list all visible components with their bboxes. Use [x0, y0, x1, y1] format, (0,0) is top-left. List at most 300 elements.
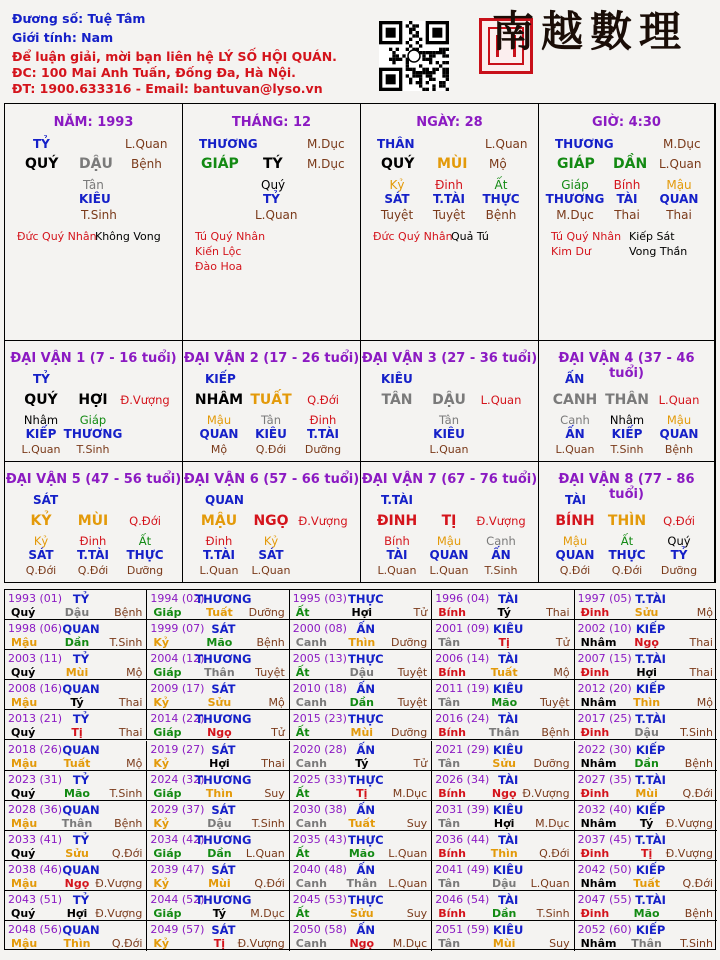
hidden-god: THỰC [608, 548, 646, 562]
hidden-stage: Q.Đới [559, 564, 591, 577]
year-stage: Suy [406, 907, 428, 920]
year-stem: Giáp [153, 786, 182, 800]
dai-van-7 [361, 462, 539, 582]
year-stem: Tân [438, 937, 461, 951]
year-label: 2038 (46) [8, 862, 63, 876]
year-stem: Đinh [580, 786, 610, 800]
year-branch: Hợi [209, 756, 230, 770]
hidden-stage: Q.Đới [255, 443, 287, 456]
stem-branch: TỊ [441, 513, 457, 529]
year-stem: Ất [295, 907, 310, 920]
hidden-stem: Kỷ [33, 534, 49, 548]
hidden-god: T.TÀI [433, 192, 465, 206]
dai-van-title: ĐẠI VẬN 2 (17 - 26 tuổi) [183, 351, 360, 366]
year-cell [147, 650, 289, 680]
year-ten-god: ẤN [356, 622, 376, 637]
year-stage: Thai [118, 726, 143, 740]
year-cell [147, 771, 289, 801]
year-branch: Dần [634, 756, 659, 770]
year-label: 2040 (48) [292, 862, 347, 876]
year-stage: Đ.Vượng [95, 907, 143, 920]
pillar-2 [183, 104, 361, 341]
year-stem: Bính [438, 846, 467, 860]
hidden-stage: T.Sinh [81, 208, 117, 222]
stem-branch: BÍNH [555, 513, 595, 529]
year-stage: Mộ [696, 696, 713, 710]
year-label: 2022 (30) [577, 742, 632, 756]
year-cell [5, 590, 147, 620]
year-label: 2024 (32) [150, 772, 205, 786]
year-branch: Mão [348, 846, 375, 860]
year-ten-god: T.TÀI [635, 832, 666, 847]
year-label: 2045 (53) [292, 893, 347, 906]
stem-branch: HỢI [78, 392, 108, 408]
year-stem: Đinh [580, 907, 610, 920]
year-ten-god: ẤN [356, 923, 376, 938]
year-stage: Q.Đới [682, 876, 713, 890]
hidden-stem: Đinh [435, 178, 463, 192]
hidden-stem: Kỷ [263, 534, 279, 548]
year-cell [147, 741, 289, 771]
year-cell [290, 861, 432, 891]
year-ten-god: THỰC [348, 832, 384, 847]
year-cell [432, 831, 574, 861]
hidden-stem: Nhâm [609, 413, 645, 427]
year-cell [147, 831, 289, 861]
year-branch: Thân [346, 876, 378, 890]
year-label: 2019 (27) [150, 742, 205, 756]
year-cell [575, 801, 717, 831]
star: Đức Quý Nhân [373, 230, 453, 243]
year-label: 2035 (43) [292, 832, 347, 846]
yearly-table [4, 589, 716, 950]
year-cell [5, 620, 147, 650]
hidden-stem: Ất [620, 534, 634, 548]
year-cell [5, 650, 147, 680]
stem-branch: TÂN [381, 392, 413, 408]
year-label: 2030 (38) [292, 802, 347, 816]
year-branch: Tuất [63, 756, 91, 770]
year-stage: Bệnh [114, 606, 143, 619]
year-cell [290, 710, 432, 740]
year-ten-god: TÀI [498, 893, 519, 907]
year-ten-god: KIẾP [635, 682, 666, 697]
year-label: 2005 (13) [292, 652, 347, 666]
hidden-god: TỶ [263, 192, 280, 206]
hidden-god: QUAN [555, 548, 595, 562]
year-label: 2049 (57) [150, 923, 205, 937]
year-ten-god: THƯƠNG [195, 832, 252, 847]
hidden-stage: L.Quan [429, 564, 469, 577]
stem-branch: THÂN [605, 392, 649, 408]
year-stage: Thai [118, 696, 143, 710]
year-branch: Sửu [492, 756, 516, 770]
star: Kiếp Sát [629, 230, 675, 243]
year-branch: Tý [639, 816, 654, 830]
year-label: 2002 (10) [577, 622, 632, 636]
year-ten-god: KIẾP [635, 742, 666, 757]
year-stage: M.Dục [392, 786, 428, 800]
year-stem: Bính [438, 606, 467, 619]
year-cell [5, 891, 147, 921]
hidden-stem: Ất [138, 534, 152, 548]
year-stage: Dưỡng [391, 726, 428, 740]
hidden-stage: L.Quan [21, 443, 61, 456]
star: Kiến Lộc [195, 245, 242, 258]
year-cell [575, 741, 717, 771]
year-ten-god: THƯƠNG [195, 652, 252, 667]
year-ten-god: KIẾP [635, 923, 666, 938]
year-cell [290, 771, 432, 801]
year-ten-god: THỰC [348, 592, 384, 606]
year-stage: Đ.Vượng [237, 937, 285, 951]
hidden-stem: Tân [83, 178, 104, 192]
year-cell [432, 741, 574, 771]
year-cell [147, 861, 289, 891]
year-label: 2026 (34) [435, 772, 490, 786]
hidden-stem: Kỷ [389, 178, 405, 192]
hidden-god: KIẾP [25, 427, 57, 441]
year-stem: Ất [295, 606, 310, 619]
gender: Giới tính: Nam [12, 30, 114, 45]
year-cell [575, 650, 717, 680]
ten-god: KIẾP [205, 372, 236, 386]
year-stage: Tuyệt [255, 666, 285, 680]
year-cell [575, 710, 717, 740]
hidden-god: T.TÀI [77, 548, 109, 562]
hidden-stage: L.Quan [555, 443, 595, 456]
stem-branch: Q.Đới [129, 514, 161, 528]
hidden-god: QUAN [199, 427, 239, 441]
year-label: 2011 (19) [435, 682, 490, 696]
year-label: 2029 (37) [150, 802, 205, 816]
year-stem: Mậu [11, 937, 38, 951]
year-ten-god: QUAN [62, 923, 100, 938]
star: Tú Quý Nhân [195, 230, 266, 243]
year-ten-god: QUAN [62, 622, 100, 637]
hidden-stem: Ất [494, 178, 508, 192]
year-stage: Q.Đới [682, 786, 713, 800]
pillar-3 [361, 104, 539, 341]
hidden-stage: Thai [666, 208, 692, 222]
year-stem: Giáp [153, 666, 182, 680]
hidden-stem: Canh [486, 534, 516, 548]
year-label: 2006 (14) [435, 652, 490, 666]
year-stage: Suy [406, 816, 428, 830]
year-cell [290, 801, 432, 831]
year-stage: Mộ [696, 606, 713, 619]
year-stage: T.Sinh [680, 937, 713, 951]
hidden-god: THƯƠNG [545, 192, 605, 206]
stem-branch: QUÝ [24, 392, 58, 408]
year-stage: T.Sinh [109, 636, 143, 650]
dai-van-4 [539, 341, 715, 462]
year-stage: M.Dục [535, 816, 570, 830]
year-ten-god: ẤN [356, 682, 376, 697]
year-branch: Tị [640, 846, 653, 860]
stem-branch: L.Quan [658, 393, 700, 407]
year-stem: Kỷ [153, 696, 170, 710]
year-ten-god: SÁT [211, 742, 236, 757]
hidden-stem: Đinh [79, 534, 107, 548]
year-ten-god: KIẾP [635, 862, 666, 877]
year-stem: Tân [438, 876, 461, 890]
hidden-stage: Q.Đới [611, 564, 643, 577]
year-stem: Quý [11, 786, 36, 800]
year-stem: Quý [11, 846, 36, 860]
year-stage: Q.Đới [111, 937, 143, 951]
hidden-stem: Giáp [79, 413, 107, 427]
year-branch: Mão [64, 786, 90, 800]
qr-code-icon [379, 21, 449, 91]
year-cell [290, 590, 432, 620]
year-stage: Bệnh [684, 907, 713, 920]
year-branch: Dậu [491, 876, 517, 890]
year-label: 2017 (25) [577, 712, 632, 726]
year-ten-god: THỰC [348, 652, 384, 667]
year-stage: Tuyệt [397, 696, 428, 710]
pillar-title: NĂM: 1993 [53, 115, 134, 130]
year-ten-god: THỰC [348, 712, 384, 727]
year-label: 2020 (28) [292, 742, 347, 756]
year-branch: Mùi [492, 937, 516, 951]
year-ten-god: TỶ [72, 592, 90, 606]
year-cell [5, 861, 147, 891]
star: Vong Thần [629, 245, 688, 258]
year-branch: Sửu [65, 846, 89, 860]
year-branch: Ngọ [634, 636, 659, 650]
hidden-god: TÀI [386, 548, 408, 562]
stem-branch: Q.Đới [307, 393, 339, 407]
year-stage: Tuyệt [397, 666, 428, 680]
hidden-stage: L.Quan [255, 208, 298, 222]
year-branch: Ngọ [349, 937, 375, 951]
hidden-stem: Mậu [666, 413, 692, 427]
hidden-stage: T.Sinh [76, 443, 110, 456]
hidden-stage: Q.Đới [77, 564, 109, 577]
year-label: 2041 (49) [435, 862, 490, 876]
year-branch: Thìn [490, 846, 518, 860]
hidden-god: TÀI [616, 192, 638, 206]
year-branch: Dậu [349, 666, 374, 680]
stem-branch: Q.Đới [663, 514, 695, 528]
year-stem: Mậu [11, 696, 38, 710]
stem-branch: Đ.Vượng [476, 514, 526, 528]
year-branch: Dậu [207, 816, 232, 830]
year-stem: Kỷ [153, 937, 170, 951]
year-stage: Thai [689, 666, 713, 680]
year-branch: Dậu [64, 606, 90, 619]
year-ten-god: TỶ [72, 712, 90, 727]
stem-branch: MẬU [200, 513, 238, 529]
year-stem: Kỷ [153, 816, 170, 830]
year-ten-god: T.TÀI [635, 592, 666, 606]
year-stage: Đ.Vượng [522, 786, 570, 800]
year-stage: L.Quan [388, 876, 428, 890]
stem: GIÁP [557, 156, 595, 172]
stem-branch: NHÂM [194, 392, 244, 408]
year-label: 2023 (31) [8, 772, 63, 786]
year-branch: Mão [206, 636, 233, 650]
year-cell [290, 620, 432, 650]
year-cell [575, 861, 717, 891]
hidden-stage: Bệnh [664, 443, 694, 456]
hidden-stage: Dưỡng [304, 443, 342, 456]
year-label: 2015 (23) [292, 712, 347, 726]
year-ten-god: KIẾP [635, 802, 666, 817]
hidden-stem: Bính [384, 534, 410, 548]
year-stem: Đinh [580, 726, 610, 740]
year-label: 2028 (36) [8, 802, 63, 816]
dai-van-8 [539, 462, 715, 582]
year-cell [575, 831, 717, 861]
year-stage: L.Quan [388, 846, 428, 860]
dai-van-title: ĐẠI VẬN 4 (37 - 46 tuổi) [558, 351, 695, 381]
year-branch: Dần [349, 696, 374, 710]
stage: L.Quan [485, 137, 528, 151]
year-label: 1993 (01) [8, 592, 63, 605]
hidden-god: QUAN [659, 192, 699, 206]
hidden-stage: L.Quan [429, 443, 469, 456]
year-stage: Dưỡng [533, 756, 570, 770]
year-stage: Tử [271, 726, 285, 740]
year-label: 1996 (04) [435, 592, 490, 605]
ten-god: SÁT [33, 493, 59, 507]
year-stage: Tử [555, 636, 570, 650]
year-stage: L.Quan [530, 876, 570, 890]
year-cell [290, 650, 432, 680]
hidden-god: THỰC [126, 548, 164, 562]
year-ten-god: ẤN [356, 802, 376, 817]
year-stem: Mậu [11, 816, 38, 830]
year-ten-god: TỶ [72, 893, 90, 907]
year-ten-god: TỶ [72, 832, 90, 847]
year-stem: Quý [11, 606, 36, 619]
dai-van-title: ĐẠI VẬN 1 (7 - 16 tuổi) [10, 351, 177, 366]
year-stage: M.Dục [392, 937, 428, 951]
year-ten-god: THỰC [348, 772, 384, 787]
year-stage: Q.Đới [254, 876, 285, 890]
year-cell [290, 921, 432, 951]
year-label: 1997 (05) [577, 592, 632, 605]
year-branch: Mùi [350, 726, 374, 740]
year-cell [147, 921, 289, 951]
year-label: 2004 (12) [150, 652, 205, 666]
year-stage: M.Dục [250, 907, 285, 920]
year-label: 2033 (41) [8, 832, 63, 846]
ten-god: KIÊU [381, 372, 413, 386]
year-branch: Tị [71, 726, 83, 740]
stage: M.Dục [307, 157, 345, 171]
hidden-stage: L.Quan [377, 564, 417, 577]
year-stage: Bệnh [256, 636, 285, 650]
year-ten-god: T.TÀI [635, 652, 666, 667]
hidden-god: ẤN [565, 427, 585, 441]
branch: TÝ [263, 156, 283, 172]
year-branch: Thân [631, 937, 662, 951]
stem-branch: Đ.Vượng [120, 393, 170, 407]
stage: L.Quan [659, 157, 702, 171]
year-branch: Thân [204, 666, 235, 680]
year-cell [432, 891, 574, 921]
branch: MÙI [437, 156, 468, 172]
ten-god: TỶ [33, 372, 50, 386]
star: Đức Quý Nhân [17, 230, 97, 243]
stem-branch: NGỌ [253, 513, 289, 529]
stem-branch: L.Quan [480, 393, 522, 407]
year-label: 2043 (51) [8, 893, 63, 906]
year-cell [5, 771, 147, 801]
ten-god: ẤN [565, 372, 585, 386]
hidden-stage: L.Quan [199, 564, 239, 577]
year-cell [575, 590, 717, 620]
year-ten-god: T.TÀI [635, 712, 666, 727]
year-branch: Hợi [636, 666, 657, 680]
ten-god: QUAN [205, 493, 244, 507]
year-ten-god: SÁT [211, 622, 236, 637]
year-branch: Sửu [350, 907, 374, 920]
year-cell [147, 680, 289, 710]
year-ten-god: SÁT [211, 682, 236, 697]
year-label: 1994 (02) [150, 592, 205, 605]
year-label: 2052 (60) [577, 923, 632, 937]
hidden-god: SÁT [258, 548, 284, 562]
stem-branch: ĐINH [376, 513, 418, 529]
year-cell [147, 710, 289, 740]
year-stem: Ất [295, 846, 310, 860]
year-stem: Canh [295, 756, 327, 770]
year-branch: Tị [213, 937, 226, 951]
year-label: 1999 (07) [150, 622, 205, 636]
hidden-stem: Tân [438, 413, 460, 427]
stem-branch: THÌN [607, 513, 647, 529]
dai-van-title: ĐẠI VẬN 6 (57 - 66 tuổi) [183, 472, 360, 487]
year-ten-god: TỶ [72, 772, 90, 787]
hidden-god: KIÊU [79, 192, 111, 206]
year-stem: Nhâm [580, 876, 617, 890]
year-stage: Tử [413, 756, 428, 770]
year-label: 2039 (47) [150, 862, 205, 876]
year-ten-god: QUAN [62, 682, 100, 697]
year-ten-god: SÁT [211, 923, 236, 938]
year-label: 2021 (29) [435, 742, 490, 756]
year-ten-god: TÀI [498, 652, 519, 667]
year-stem: Kỷ [153, 756, 170, 770]
stem-branch: DẬU [432, 392, 466, 408]
hidden-god: T.TÀI [203, 548, 235, 562]
hidden-stage: Tuyệt [380, 208, 414, 222]
year-branch: Ngọ [64, 876, 90, 890]
year-branch: Dần [207, 846, 232, 860]
stem-branch: KỶ [30, 513, 52, 529]
year-stage: Suy [264, 786, 285, 800]
year-branch: Tị [356, 786, 368, 800]
hidden-god: TỶ [670, 548, 688, 562]
star: Không Vong [95, 230, 161, 243]
year-stem: Mậu [11, 756, 38, 770]
year-label: 2048 (56) [8, 923, 63, 937]
year-label: 2037 (45) [577, 832, 632, 846]
stage: M.Dục [663, 137, 701, 151]
hidden-stage: Bệnh [485, 208, 517, 222]
year-branch: Tý [497, 606, 511, 619]
year-cell [575, 921, 717, 951]
year-cell [432, 921, 574, 951]
year-stage: Dưỡng [391, 636, 428, 650]
year-label: 2046 (54) [435, 893, 490, 906]
year-stage: Đ.Vượng [95, 876, 143, 890]
year-cell [575, 771, 717, 801]
